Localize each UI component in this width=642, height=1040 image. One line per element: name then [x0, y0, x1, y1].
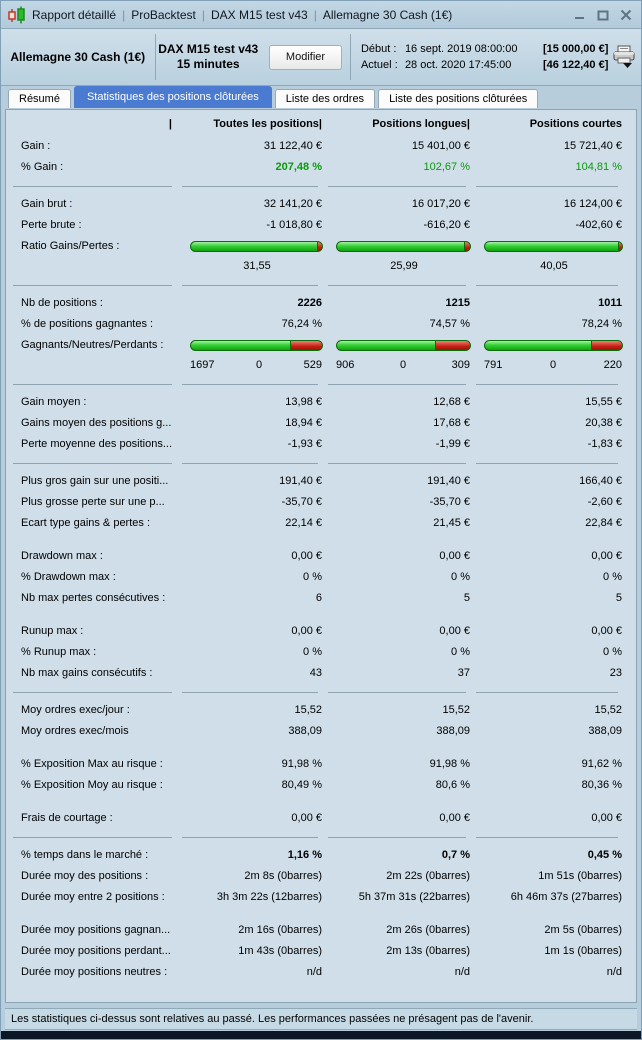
stat-value: 80,49 %: [281, 779, 322, 791]
stat-value: 80,6 %: [435, 779, 470, 791]
separator-line: [328, 285, 466, 286]
tab-liste-des-ordres[interactable]: Liste des ordres: [275, 89, 375, 108]
stat-value: 2m 8s (0barres): [244, 870, 322, 882]
stat-label: Gains moyen des positions g...: [21, 417, 172, 429]
stat-label: Perte brute :: [21, 219, 82, 231]
stat-label: Ecart type gains & pertes :: [21, 517, 151, 529]
separator-line: [476, 384, 618, 385]
table-row: [6, 962, 636, 983]
stat-value: 2m 5s (0barres): [544, 924, 622, 936]
stat-value: 5h 37m 31s (22barres): [358, 891, 470, 903]
stat-value: 1,16 %: [287, 849, 322, 861]
table-row: [6, 492, 636, 513]
stat-value: 6h 46m 37s (27barres): [510, 891, 622, 903]
stat-label: % Exposition Max au risque :: [21, 758, 163, 770]
bar-breakdown: [324, 356, 472, 376]
bar-breakdown-value: 0: [399, 359, 407, 371]
stat-value: -35,70 €: [429, 496, 470, 508]
ratio-bar-green-fill: [485, 242, 619, 251]
title-separator: |: [313, 7, 317, 22]
stat-value: 6: [315, 592, 322, 604]
bar-breakdown-value: 0: [549, 359, 557, 371]
start-date: 16 sept. 2019 08:00:00: [404, 43, 518, 55]
stat-label: Durée moy entre 2 positions :: [21, 891, 165, 903]
title-part: DAX M15 test v43: [211, 7, 308, 22]
stat-value: 76,24 %: [281, 318, 322, 330]
tab-bar: [1, 86, 641, 108]
stat-value: 17,68 €: [433, 417, 470, 429]
stat-value: 1m 51s (0barres): [538, 870, 622, 882]
stat-value: 0,7 %: [441, 849, 470, 861]
stat-label: % Gain :: [21, 161, 64, 173]
stat-label: Drawdown max :: [21, 550, 103, 562]
separator-cell: [324, 692, 472, 693]
stat-label: Moy ordres exec/jour :: [21, 704, 130, 716]
table-row: [6, 567, 636, 588]
stat-value: 16 124,00 €: [563, 198, 622, 210]
table-header-row: [6, 113, 636, 136]
ratio-bar-green-fill: [191, 341, 291, 350]
stat-value: 2m 13s (0barres): [386, 945, 470, 957]
stat-value: 37: [457, 667, 470, 679]
stat-value: 0 %: [603, 571, 622, 583]
stat-label: Runup max :: [21, 625, 84, 637]
maximize-icon[interactable]: [596, 8, 610, 22]
separator-cell: [472, 384, 624, 385]
stat-value: 15,55 €: [585, 396, 622, 408]
separator-cell: [324, 837, 472, 838]
table-row: [6, 941, 636, 962]
stat-label: Moy ordres exec/mois: [21, 725, 129, 737]
separator-line: [13, 285, 172, 286]
stat-value: 15 401,00 €: [411, 140, 470, 152]
table-row: [6, 293, 636, 314]
stat-value: 31 122,40 €: [263, 140, 322, 152]
separator-line: [328, 186, 466, 187]
stat-label: Nb max pertes consécutives :: [21, 592, 166, 604]
stat-label: Durée moy positions neutres :: [21, 966, 168, 978]
title-separator: |: [201, 7, 206, 22]
bar-value: 25,99: [390, 260, 418, 272]
separator-cell: [6, 384, 178, 385]
table-row: [6, 663, 636, 684]
table-row: [6, 845, 636, 866]
table-row: [6, 194, 636, 215]
ratio-bar-green-fill: [337, 242, 465, 251]
bar-breakdown-value: 529: [303, 359, 322, 371]
separator-cell: [178, 384, 324, 385]
separator-line: [182, 463, 318, 464]
table-row: [6, 887, 636, 908]
stat-value: 191,40 €: [427, 475, 470, 487]
separator-line: [13, 186, 172, 187]
stat-label: Perte moyenne des positions...: [21, 438, 173, 450]
stat-label: % Runup max :: [21, 646, 97, 658]
separator-line: [476, 692, 618, 693]
separator-line: [476, 463, 618, 464]
column-header: |: [168, 118, 172, 130]
print-icon[interactable]: [608, 45, 641, 70]
table-row: [6, 808, 636, 829]
stat-value: 21,45 €: [433, 517, 470, 529]
separator-cell: [178, 186, 324, 187]
column-header: Positions longues|: [372, 118, 470, 130]
separator-line: [328, 837, 466, 838]
bar-breakdown-value: 791: [484, 359, 503, 371]
table-row: [6, 356, 636, 376]
stat-value: 1m 43s (0barres): [238, 945, 322, 957]
separator-cell: [178, 285, 324, 286]
separator-cell: [178, 692, 324, 693]
ratio-bar-cell: [324, 236, 472, 257]
bar-breakdown-value: 1697: [190, 359, 215, 371]
stat-label: Frais de courtage :: [21, 812, 113, 824]
stat-value: 20,38 €: [585, 417, 622, 429]
stat-label: Ratio Gains/Pertes :: [21, 240, 120, 252]
stat-value: 13,98 €: [285, 396, 322, 408]
title-part: Rapport détaillé: [32, 7, 117, 22]
table-row: [6, 920, 636, 941]
bar-breakdown: [178, 356, 324, 376]
bar-breakdown-value: 906: [336, 359, 355, 371]
separator-cell: [472, 837, 624, 838]
separator-line: [13, 692, 172, 693]
ratio-bar-green-fill: [485, 341, 592, 350]
section-gap: [6, 534, 636, 546]
stat-label: Durée moy positions gagnan...: [21, 924, 171, 936]
separator-cell: [472, 285, 624, 286]
table-row: [6, 257, 636, 277]
ratio-bar: [484, 241, 623, 252]
stat-label: % de positions gagnantes :: [21, 318, 154, 330]
stat-label: % Drawdown max :: [21, 571, 116, 583]
stat-value: 0,45 %: [587, 849, 622, 861]
stat-value: 91,98 %: [281, 758, 322, 770]
candlestick-chart-icon: [7, 6, 26, 24]
stat-value: n/d: [306, 966, 322, 978]
table-row: [6, 546, 636, 567]
section-gap: [6, 908, 636, 920]
stat-value: -35,70 €: [281, 496, 322, 508]
bar-value: 40,05: [540, 260, 568, 272]
ratio-bar: [190, 241, 323, 252]
table-row: [6, 866, 636, 887]
section-separator: [6, 455, 636, 471]
ratio-bar-cell: [324, 335, 472, 356]
section-gap: [6, 796, 636, 808]
current-label: Actuel :: [360, 59, 398, 71]
stat-value: 5: [615, 592, 622, 604]
separator-cell: [324, 285, 472, 286]
table-row: [6, 642, 636, 663]
ratio-bar-cell: [472, 335, 624, 356]
separator-cell: [6, 837, 178, 838]
stat-value: 16 017,20 €: [411, 198, 470, 210]
stat-value: 22,14 €: [285, 517, 322, 529]
ratio-bar: [484, 340, 623, 351]
stat-value: 0,00 €: [439, 812, 470, 824]
section-gap: [6, 609, 636, 621]
stat-value: 80,36 %: [581, 779, 622, 791]
stat-value: -616,20 €: [423, 219, 470, 231]
stat-label: Durée moy des positions :: [21, 870, 149, 882]
stat-value: 15 721,40 €: [563, 140, 622, 152]
column-header: Positions courtes: [529, 118, 622, 130]
stat-value: 12,68 €: [433, 396, 470, 408]
separator-line: [328, 463, 466, 464]
ratio-bar-green-fill: [191, 242, 318, 251]
stat-label: [6, 257, 178, 277]
ratio-bar-cell: [178, 335, 324, 356]
stat-label: Durée moy positions perdant...: [21, 945, 171, 957]
stat-value: 74,57 %: [429, 318, 470, 330]
table-row: [6, 775, 636, 796]
stat-value: 191,40 €: [279, 475, 322, 487]
stat-value: 1m 1s (0barres): [544, 945, 622, 957]
separator-line: [182, 285, 318, 286]
stat-value: 43: [309, 667, 322, 679]
table-row: [6, 513, 636, 534]
stat-value: 1011: [598, 297, 622, 309]
table-row: [6, 721, 636, 742]
stat-value: 22,84 €: [585, 517, 622, 529]
separator-cell: [472, 463, 624, 464]
stat-value: 5: [463, 592, 470, 604]
ratio-bar: [190, 340, 323, 351]
stat-value: 0,00 €: [291, 812, 322, 824]
title-separator: |: [122, 7, 126, 22]
table-row: [6, 700, 636, 721]
stat-value: 388,09: [288, 725, 322, 737]
table-row: [6, 434, 636, 455]
instrument-name: Allemagne 30 Cash (1€): [10, 50, 146, 64]
separator-cell: [6, 186, 178, 187]
report-header: [1, 29, 641, 86]
statistics-panel: [5, 109, 637, 1003]
separator-line: [328, 692, 466, 693]
section-gap: [6, 742, 636, 754]
stat-value: -402,60 €: [575, 219, 622, 231]
separator-cell: [324, 384, 472, 385]
ratio-bar-green-fill: [337, 341, 436, 350]
stat-value: 0,00 €: [439, 625, 470, 637]
separator-cell: [178, 837, 324, 838]
stat-value: -1 018,80 €: [266, 219, 322, 231]
separator-cell: [6, 692, 178, 693]
start-capital: [15 000,00 €]: [542, 43, 609, 55]
stat-value: 2m 16s (0barres): [238, 924, 322, 936]
stat-label: % temps dans le marché :: [21, 849, 149, 861]
stat-value: 18,94 €: [285, 417, 322, 429]
section-separator: [6, 829, 636, 845]
title-part: ProBacktest: [131, 7, 196, 22]
stat-label: Plus gros gain sur une positi...: [21, 475, 169, 487]
close-icon[interactable]: [619, 8, 633, 22]
stat-label: Gain brut :: [21, 198, 73, 210]
stat-value: 0,00 €: [591, 812, 622, 824]
title-part: Allemagne 30 Cash (1€): [322, 7, 453, 22]
stat-value: 15,52: [294, 704, 322, 716]
separator-line: [13, 384, 172, 385]
trading-system-info: [155, 29, 261, 85]
stat-value: 388,09: [436, 725, 470, 737]
separator-cell: [324, 463, 472, 464]
stat-value: 0 %: [451, 571, 470, 583]
separator-cell: [178, 463, 324, 464]
stat-label: Gain :: [21, 140, 51, 152]
separator-cell: [472, 692, 624, 693]
window-bottom-border: [1, 1031, 641, 1039]
separator-line: [182, 186, 318, 187]
stat-value: 23: [609, 667, 622, 679]
separator-line: [476, 837, 618, 838]
stat-value: 0,00 €: [291, 625, 322, 637]
bar-value: 31,55: [243, 260, 271, 272]
stat-value: 102,67 %: [423, 161, 470, 173]
bar-breakdown-value: 309: [451, 359, 470, 371]
stat-value: -2,60 €: [587, 496, 622, 508]
table-row: [6, 236, 636, 257]
bar-breakdown-value: 0: [256, 359, 263, 371]
stat-label: Gain moyen :: [21, 396, 87, 408]
stat-value: 0,00 €: [591, 550, 622, 562]
disclaimer-bar: Les statistiques ci-dessus sont relatives au passé. Les performances passées ne présagent pas de l'avenir.: [5, 1008, 637, 1030]
ratio-bar-cell: [178, 236, 324, 257]
stat-value: 15,52: [442, 704, 470, 716]
separator-line: [476, 285, 618, 286]
stat-value: 2226: [297, 297, 322, 309]
table-row: [6, 621, 636, 642]
tab-r-sum[interactable]: Résumé: [8, 89, 71, 108]
tab-statistiques-des-positions-cl-tur-es[interactable]: Statistiques des positions clôturées: [74, 86, 272, 108]
separator-line: [13, 837, 172, 838]
stat-label: Nb max gains consécutifs :: [21, 667, 153, 679]
title-bar: [1, 1, 641, 29]
table-row: [6, 335, 636, 356]
system-timeframe: 15 minutes: [176, 57, 240, 71]
stat-value: 15,52: [594, 704, 622, 716]
start-label: Début :: [360, 43, 397, 55]
table-row: [6, 754, 636, 775]
system-name: DAX M15 test v43: [158, 42, 259, 56]
stat-value: 3h 3m 22s (12barres): [216, 891, 322, 903]
separator-line: [182, 837, 318, 838]
table-row: [6, 136, 636, 157]
stat-value: 0 %: [603, 646, 622, 658]
stat-value: 0,00 €: [291, 550, 322, 562]
current-capital: [46 122,40 €]: [542, 59, 609, 71]
separator-cell: [6, 463, 178, 464]
stat-value: 0,00 €: [591, 625, 622, 637]
section-separator: [6, 178, 636, 194]
stat-value: 2m 26s (0barres): [386, 924, 470, 936]
separator-line: [182, 384, 318, 385]
separator-cell: [472, 186, 624, 187]
stat-value: n/d: [454, 966, 470, 978]
table-row: [6, 392, 636, 413]
separator-line: [13, 463, 172, 464]
minimize-icon[interactable]: [573, 8, 587, 22]
section-separator: [6, 277, 636, 293]
stat-value: 0,00 €: [439, 550, 470, 562]
separator-cell: [6, 285, 178, 286]
stat-value: 0 %: [303, 646, 322, 658]
column-header: Toutes les positions|: [213, 118, 322, 130]
stat-label: Nb de positions :: [21, 297, 103, 309]
table-row: [6, 314, 636, 335]
table-row: [6, 588, 636, 609]
stat-label: % Exposition Moy au risque :: [21, 779, 163, 791]
window-title: [32, 6, 452, 24]
stat-value: -1,93 €: [287, 438, 322, 450]
ratio-bar: [336, 340, 471, 351]
tab-liste-des-positions-cl-tur-es[interactable]: Liste des positions clôturées: [378, 89, 538, 108]
modify-button[interactable]: Modifier: [269, 45, 342, 70]
stat-label: [6, 356, 178, 376]
stat-label: Gagnants/Neutres/Perdants :: [21, 339, 164, 351]
current-date: 28 oct. 2020 17:45:00: [404, 59, 512, 71]
stat-value: 388,09: [588, 725, 622, 737]
section-separator: [6, 684, 636, 700]
stat-value: 2m 22s (0barres): [386, 870, 470, 882]
stat-label: Plus grosse perte sur une p...: [21, 496, 165, 508]
separator-line: [182, 692, 318, 693]
ratio-bar-cell: [472, 236, 624, 257]
stat-value: 78,24 %: [581, 318, 622, 330]
separator-cell: [324, 186, 472, 187]
section-separator: [6, 376, 636, 392]
stat-value: 91,62 %: [581, 758, 622, 770]
stat-value: 32 141,20 €: [263, 198, 322, 210]
bar-breakdown: [472, 356, 624, 376]
stat-value: -1,83 €: [587, 438, 622, 450]
table-row: [6, 157, 636, 178]
date-range-info: [351, 29, 608, 85]
table-row: [6, 471, 636, 492]
stat-value: 166,40 €: [579, 475, 622, 487]
stat-value: 0 %: [451, 646, 470, 658]
table-row: [6, 215, 636, 236]
separator-line: [476, 186, 618, 187]
stat-value: 104,81 %: [575, 161, 622, 173]
stat-value: n/d: [606, 966, 622, 978]
stat-value: -1,99 €: [435, 438, 470, 450]
bar-breakdown-value: 220: [603, 359, 622, 371]
separator-line: [328, 384, 466, 385]
stat-value: 0 %: [303, 571, 322, 583]
ratio-bar: [336, 241, 471, 252]
stat-value: 91,98 %: [429, 758, 470, 770]
stat-value: 1215: [445, 297, 470, 309]
table-row: [6, 413, 636, 434]
stat-value: 207,48 %: [275, 161, 322, 173]
